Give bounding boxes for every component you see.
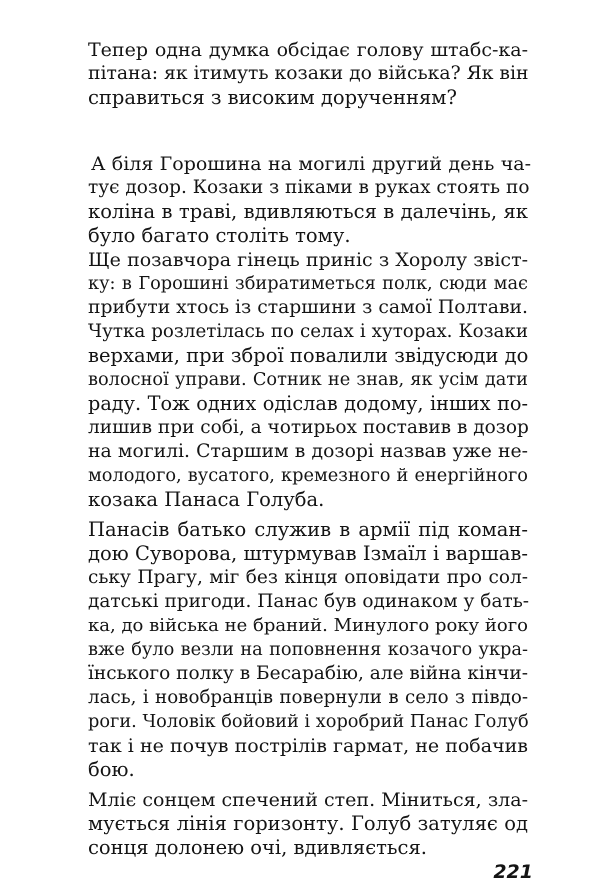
- text-line: дою Суворова, штурмував Ізмаїл і варшав-: [88, 542, 528, 565]
- text-line: пітана: як ітимуть козаки до війська? Як він: [88, 63, 529, 84]
- text-line: сонця долонею очі, вдивляється.: [88, 836, 427, 859]
- text-line: їнського полку в Бесарабію, але війна кінчи-: [88, 663, 528, 684]
- text-line: ську Прагу, міг без кінця оповідати про сол-: [88, 567, 528, 588]
- text-line: верхами, при зброї повалили звідусюди до: [88, 344, 529, 367]
- text-line: справиться з високим дорученням?: [88, 86, 457, 109]
- text-line: раду. Тож одних одіслав додому, інших по-: [88, 392, 528, 415]
- text-line: вже було везли на поповнення козачого укра-: [88, 640, 528, 660]
- text-line: лась, і новобранців повернули в село з півдо-: [88, 687, 528, 708]
- text-line: тує дозор. Козаки з піками в руках стоять по: [88, 177, 530, 198]
- text-line: роги. Чоловік бойовий і хоробрий Панас Голуб: [88, 712, 529, 732]
- text-line: на могилі. Старшим в дозорі назвав уже не-: [88, 441, 528, 462]
- page-number: 221: [493, 861, 533, 883]
- text-line: Тепер одна думка обсідає голову штабс-ка-: [88, 39, 528, 61]
- text-line: так і не почув пострілів гармат, не побачив: [88, 735, 528, 757]
- text-line: Мліє сонцем спечений степ. Міниться, зла-: [88, 789, 528, 811]
- text-line: Ще позавчора гінець приніс з Хоролу звіст-: [88, 249, 528, 271]
- text-line: ку: в Горошині збиратиметься полк, сюди має: [88, 274, 528, 294]
- text-line: було багато століть тому.: [88, 224, 351, 247]
- text-line: бою.: [88, 758, 135, 781]
- text-line: мується лінія горизонту. Голуб затуляє од: [88, 812, 528, 835]
- text-line: датські пригоди. Панас був одинаком у бать-: [88, 591, 530, 612]
- text-line: козака Панаса Голуба.: [88, 488, 325, 511]
- text-line: лишив при собі, а чотирьох поставив в дозор: [88, 417, 529, 438]
- text-line: Чутка розлетілась по селах і хуторах. Козаки: [88, 321, 528, 342]
- text-line: А біля Горошина на могилі другий день ча-: [91, 153, 531, 175]
- text-line: молодого, вусатого, кремезного й енергійного: [88, 466, 528, 486]
- text-line: прибути хтось із старшини з самої Полтави.: [88, 297, 528, 318]
- text-line: ка, до війська не браний. Минулого року його: [88, 615, 528, 636]
- text-line: волосної управи. Сотник не знав, як усім дати: [88, 370, 528, 390]
- text-line: коліна в траві, вдивляються в далечінь, як: [88, 200, 528, 223]
- text-line: Панасів батько служив в армії під коман-: [88, 518, 528, 541]
